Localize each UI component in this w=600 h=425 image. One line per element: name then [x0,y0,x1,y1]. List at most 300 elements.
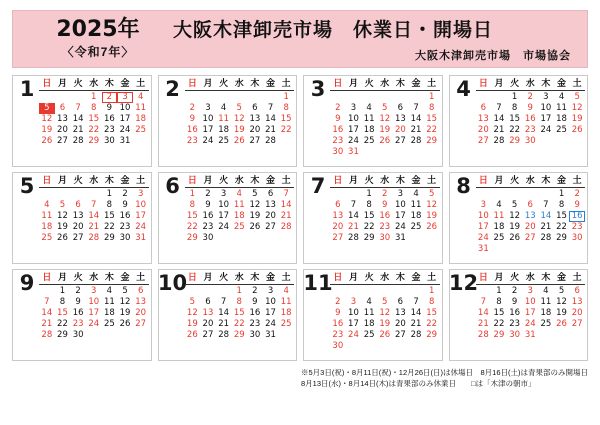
day-cell: 1 [283,92,289,102]
day-cell: 4 [283,286,289,296]
month-card [158,75,298,167]
day-cell: 7 [91,200,97,210]
weekday-header [476,78,586,91]
day-cell: 23 [72,319,84,329]
day-cell: 1 [511,92,518,102]
day-empty [216,92,232,103]
day-cell: 13 [202,308,214,318]
month-card [303,75,443,167]
day-cell: 30 [332,341,344,351]
day-empty [39,92,55,103]
weekday-label: 月 [203,175,213,185]
weekday-label: 木 [104,175,114,185]
day-cell: 1 [91,92,97,102]
day-cell: 23 [249,319,261,329]
day-empty [491,189,507,200]
day-cell: 16 [332,125,344,135]
weekday-label: 月 [494,175,504,185]
day-cell: 25 [218,136,230,146]
day-cell: 6 [252,103,258,113]
day-cell: 19 [379,125,391,135]
weekday-label: 日 [478,78,488,88]
day-cell: 25 [363,330,375,340]
day-cell: 2 [102,92,118,103]
day-cell: 8 [511,103,518,113]
day-cell: 3 [205,103,211,113]
day-cell: 15 [426,114,438,124]
day-empty [70,92,86,103]
day-cell: 4 [106,286,113,296]
day-empty [330,92,346,103]
day-cell: 9 [511,297,518,307]
day-cell: 10 [265,297,276,307]
weekday-label: 土 [281,272,291,282]
day-cell: 14 [280,200,292,210]
day-cell: 4 [496,200,502,210]
day-cell: 26 [556,319,567,329]
day-cell: 12 [57,211,68,221]
day-cell: 11 [233,200,245,210]
day-cell: 8 [558,200,565,210]
weekday-label: 金 [411,272,421,282]
day-cell: 25 [540,319,552,329]
page-title: 大阪木津卸売市場 休業日・開場日 [173,20,494,41]
day-cell: 14 [410,308,422,318]
day-cell: 12 [41,114,53,124]
weekday-label: 月 [494,78,504,88]
weekday-label: 月 [203,272,213,282]
day-cell: 13 [477,114,489,124]
day-cell: 11 [540,297,552,307]
calendar-header [12,10,588,68]
weekday-label: 木 [541,78,551,88]
day-empty [393,92,409,103]
day-empty [70,189,86,200]
month-body [185,175,295,261]
day-cell: 6 [137,286,144,296]
day-cell: 23 [202,222,214,232]
weekday-label: 土 [427,78,437,88]
day-cell: 4 [366,297,372,307]
day-cell: 25 [233,222,245,232]
day-cell: 28 [218,330,230,340]
day-empty [346,286,362,297]
day-cell: 29 [426,136,438,146]
day-cell: 30 [103,136,115,146]
day-grid [476,92,586,147]
day-cell: 17 [218,211,230,221]
weekday-label: 水 [89,272,99,282]
day-cell: 15 [426,308,438,318]
day-cell: 17 [202,125,214,135]
day-cell: 15 [280,114,292,124]
day-cell: 21 [72,125,84,135]
day-cell: 9 [574,200,580,210]
weekday-label: 土 [572,272,582,282]
day-cell: 3 [527,286,533,296]
month-number: 12 [448,271,479,295]
day-cell: 26 [41,136,53,146]
day-cell: 29 [186,233,198,243]
day-cell: 31 [265,330,276,340]
day-cell: 8 [366,200,372,210]
day-cell: 4 [137,92,144,102]
day-cell: 8 [236,297,242,307]
day-cell: 10 [135,200,147,210]
day-cell: 27 [524,233,536,243]
day-cell: 5 [511,200,518,210]
day-cell: 6 [205,297,211,307]
day-cell: 24 [88,319,100,329]
day-cell: 12 [379,308,391,318]
day-cell: 30 [202,233,214,243]
day-cell: 16 [186,125,198,135]
day-cell: 18 [218,125,230,135]
day-cell: 6 [480,103,487,113]
weekday-label: 水 [234,272,244,282]
month-body [185,78,295,164]
day-cell: 3 [91,286,97,296]
day-cell: 13 [394,308,406,318]
day-cell: 12 [119,297,131,307]
day-cell: 10 [348,308,359,318]
weekday-header [39,78,149,91]
day-cell: 14 [540,211,552,221]
day-cell: 14 [493,114,505,124]
day-cell: 29 [88,136,100,146]
day-cell: 3 [137,189,144,199]
weekday-label: 月 [57,78,67,88]
day-cell: 11 [410,200,422,210]
day-cell: 9 [189,114,196,124]
day-cell: 15 [103,211,115,221]
year-label: 2025年 [56,17,140,43]
day-cell: 1 [236,286,242,296]
weekday-label: 火 [73,175,83,185]
day-cell: 10 [119,103,131,113]
day-cell: 24 [348,330,359,340]
day-cell: 25 [493,233,505,243]
weekday-label: 月 [348,78,358,88]
day-cell: 4 [220,103,227,113]
day-cell: 30 [119,233,131,243]
day-grid [39,286,149,341]
day-cell: 9 [75,297,81,307]
era-label: 〈令和7年〉 [61,44,135,59]
day-cell: 20 [571,308,583,318]
day-cell: 10 [88,297,100,307]
day-empty [330,189,346,200]
day-cell: 8 [283,103,289,113]
day-cell: 4 [413,189,419,199]
day-cell: 28 [540,233,552,243]
day-cell: 17 [119,114,131,124]
day-cell: 8 [428,103,435,113]
weekday-label: 木 [395,175,405,185]
weekday-label: 火 [510,175,520,185]
day-empty [538,189,554,200]
weekday-header [476,175,586,188]
day-empty [476,189,492,200]
day-cell: 19 [426,211,438,221]
day-cell: 30 [72,330,84,340]
day-cell: 9 [122,200,128,210]
months-grid [12,75,588,361]
day-cell: 26 [233,136,245,146]
day-cell: 20 [477,125,489,135]
month-number: 9 [19,271,35,295]
day-cell: 2 [252,286,258,296]
day-cell: 12 [426,200,438,210]
day-cell: 29 [493,330,505,340]
month-body [39,78,149,164]
day-cell: 27 [477,136,489,146]
day-cell: 1 [59,286,66,296]
day-cell: 6 [574,286,580,296]
day-cell: 20 [394,125,406,135]
day-cell: 21 [88,222,100,232]
day-cell: 7 [350,200,357,210]
day-cell: 12 [186,308,198,318]
day-cell: 16 [509,308,521,318]
day-cell: 10 [348,114,359,124]
day-cell: 5 [39,103,55,114]
day-cell: 5 [59,200,66,210]
day-empty [408,92,424,103]
weekday-label: 日 [187,272,197,282]
weekday-label: 水 [234,175,244,185]
day-cell: 16 [379,211,391,221]
day-cell: 8 [106,200,113,210]
weekday-label: 木 [250,175,260,185]
day-cell: 18 [41,222,53,232]
month-card [158,269,298,361]
day-cell: 15 [493,308,505,318]
day-cell: 13 [72,211,84,221]
day-cell: 6 [397,297,404,307]
day-empty [330,286,346,297]
weekday-label: 土 [572,78,582,88]
day-cell: 29 [57,330,68,340]
day-cell: 11 [363,308,375,318]
day-cell: 7 [267,103,274,113]
day-cell: 23 [524,125,536,135]
day-cell: 16 [524,114,536,124]
weekday-label: 月 [494,272,504,282]
day-cell: 26 [186,330,198,340]
month-number: 10 [157,271,188,295]
day-cell: 5 [382,103,388,113]
day-cell: 10 [477,211,489,221]
day-empty [200,92,216,103]
day-cell: 30 [571,233,583,243]
day-cell: 28 [493,136,505,146]
weekday-label: 土 [136,175,146,185]
day-cell: 20 [524,222,536,232]
day-cell: 3 [480,200,487,210]
month-body [476,272,586,358]
day-cell: 17 [477,222,489,232]
day-cell: 31 [119,136,131,146]
day-cell: 28 [41,330,53,340]
weekday-label: 土 [281,175,291,185]
day-grid [476,286,586,341]
day-cell: 18 [233,211,245,221]
day-cell: 29 [509,136,521,146]
day-cell: 22 [103,222,115,232]
day-empty [346,189,362,200]
day-cell: 29 [556,233,567,243]
day-cell: 18 [540,308,552,318]
day-cell: 9 [205,200,211,210]
day-cell: 17 [348,125,359,135]
organization-label: 大阪木津卸売市場 市場協会 [415,50,571,62]
day-cell: 20 [135,308,147,318]
day-cell: 9 [335,114,341,124]
day-cell: 22 [280,125,292,135]
month-body [476,78,586,164]
weekday-label: 水 [89,175,99,185]
day-cell: 26 [249,222,261,232]
weekday-label: 金 [411,175,421,185]
day-cell: 8 [189,200,196,210]
day-cell: 16 [569,211,585,222]
day-cell: 29 [426,330,438,340]
weekday-label: 金 [120,175,130,185]
weekday-label: 火 [510,78,520,88]
day-grid [185,189,295,244]
month-number: 5 [19,174,35,198]
day-cell: 19 [556,308,567,318]
day-cell: 2 [205,189,211,199]
day-cell: 21 [410,319,422,329]
day-cell: 2 [189,103,196,113]
day-cell: 28 [477,330,489,340]
day-empty [491,92,507,103]
day-cell: 7 [413,297,419,307]
weekday-label: 金 [557,272,567,282]
day-cell: 21 [493,125,505,135]
day-cell: 21 [348,222,359,232]
day-cell: 14 [72,114,84,124]
day-cell: 19 [509,222,521,232]
day-cell: 30 [249,330,261,340]
day-cell: 3 [397,189,404,199]
weekday-label: 金 [120,272,130,282]
day-cell: 4 [558,92,565,102]
day-cell: 14 [41,308,53,318]
day-cell: 2 [122,189,128,199]
day-cell: 2 [75,286,81,296]
day-cell: 28 [348,233,359,243]
day-cell: 17 [524,308,536,318]
weekday-label: 火 [219,175,229,185]
day-cell: 12 [233,114,245,124]
day-cell: 30 [509,330,521,340]
day-grid [476,189,586,255]
day-cell: 18 [410,211,422,221]
day-cell: 13 [135,297,147,307]
day-cell: 28 [265,136,276,146]
day-cell: 3 [350,103,357,113]
weekday-label: 土 [136,78,146,88]
month-number: 2 [165,77,180,101]
weekday-label: 火 [510,272,520,282]
day-cell: 18 [493,222,505,232]
day-cell: 8 [59,297,66,307]
day-cell: 25 [41,233,53,243]
weekday-header [330,78,440,91]
day-cell: 18 [135,114,147,124]
day-cell: 2 [335,297,341,307]
day-cell: 12 [556,297,567,307]
day-cell: 28 [410,136,422,146]
day-cell: 5 [189,297,196,307]
weekday-label: 月 [57,272,67,282]
day-cell: 22 [426,319,438,329]
weekday-label: 木 [104,272,114,282]
day-empty [476,286,492,297]
day-cell: 11 [135,103,147,113]
weekday-label: 木 [395,272,405,282]
day-cell: 6 [397,103,404,113]
day-empty [361,92,377,103]
day-cell: 1 [189,189,196,199]
day-cell: 21 [540,222,552,232]
day-cell: 16 [72,308,84,318]
day-cell: 20 [265,211,276,221]
weekday-label: 金 [120,78,130,88]
day-cell: 12 [571,103,583,113]
weekday-label: 月 [57,175,67,185]
month-card [449,75,589,167]
month-card [449,172,589,264]
day-cell: 16 [103,114,115,124]
day-cell: 26 [119,319,131,329]
day-cell: 24 [135,222,147,232]
day-cell: 22 [509,125,521,135]
day-cell: 20 [332,222,344,232]
day-cell: 14 [218,308,230,318]
day-cell: 25 [280,319,292,329]
day-cell: 27 [394,136,406,146]
day-cell: 29 [363,233,375,243]
day-grid [185,286,295,341]
day-cell: 19 [249,211,261,221]
day-cell: 22 [363,222,375,232]
day-cell: 10 [540,103,552,113]
weekday-label: 水 [380,175,390,185]
month-body [330,175,440,261]
day-cell: 20 [72,222,84,232]
day-cell: 19 [41,125,53,135]
day-cell: 5 [428,189,435,199]
day-cell: 23 [332,136,344,146]
day-cell: 16 [119,211,131,221]
month-body [185,272,295,358]
weekday-label: 火 [364,272,374,282]
day-cell: 22 [57,319,68,329]
day-cell: 19 [57,222,68,232]
weekday-label: 日 [187,78,197,88]
weekday-label: 火 [219,78,229,88]
day-cell: 11 [218,114,230,124]
day-empty [216,286,232,297]
day-empty [522,189,538,200]
day-cell: 14 [88,211,100,221]
month-card [12,172,152,264]
month-body [330,78,440,164]
